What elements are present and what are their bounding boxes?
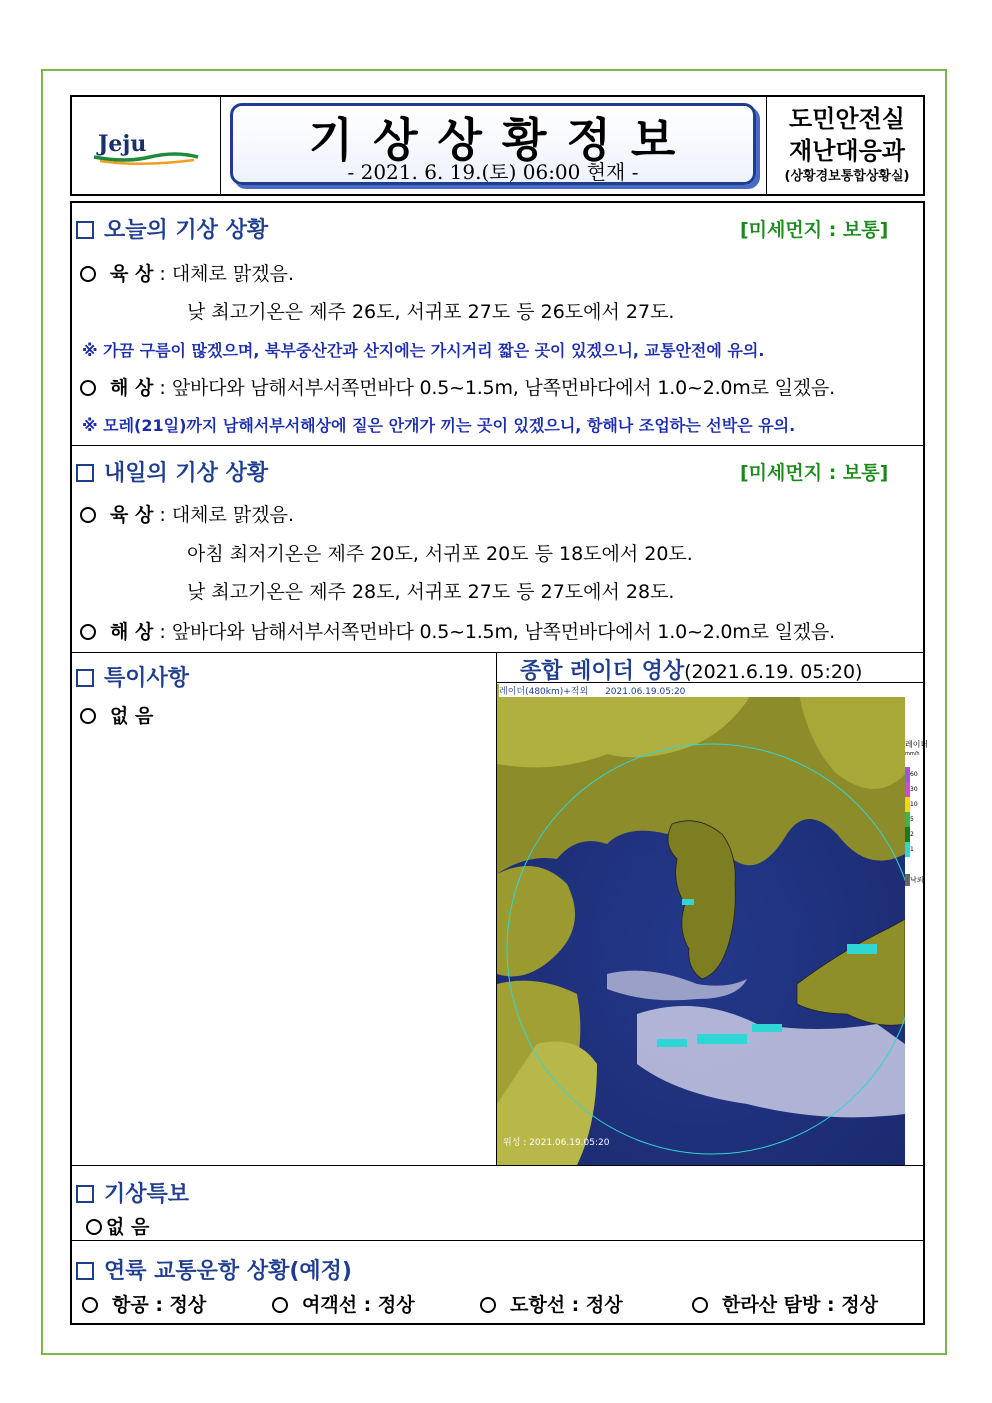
today-sea-label: 해 상: [110, 377, 154, 399]
tomorrow-sea: 해 상 : 앞바다와 남해서부서쪽먼바다 0.5~1.5m, 남쪽먼바다에서 1.0~2.0m로 일겠음.: [80, 617, 835, 644]
legend-item: [905, 842, 918, 857]
today-section: [76, 213, 268, 244]
transport-item-hallasan: [692, 1290, 878, 1317]
legend-item: [905, 782, 918, 797]
dept-division: 재난대응과: [789, 137, 905, 165]
header-box: [70, 95, 925, 196]
today-land-text: 대체로 맑겠음.: [171, 263, 295, 285]
transport-title: 연륙 교통운항 상황(예정): [104, 1259, 352, 1284]
radar-header: [520, 654, 862, 685]
today-title: 오늘의 기상 상황: [104, 218, 269, 243]
radar-title: 종합 레이더 영상: [520, 659, 685, 684]
transport-item-island-ferry: [480, 1290, 623, 1317]
legend-item: [905, 797, 918, 812]
legend-lightning-label: 낙뢰: [910, 876, 924, 884]
tomorrow-land: 육 상 : 대체로 맑겠음.: [80, 500, 294, 527]
legend-value: 60: [910, 771, 918, 778]
today-sea: 해 상 : 앞바다와 남해서부서쪽먼바다 0.5~1.5m, 남쪽먼바다에서 1.0~2.0m로 일겠음.: [80, 373, 835, 400]
circle-bullet-icon: [692, 1297, 708, 1313]
transport-item-ferry: [272, 1290, 415, 1317]
legend-item: [905, 812, 918, 827]
radar-image-label: [499, 684, 905, 697]
tomorrow-title: 내일의 기상 상황: [104, 461, 269, 486]
warning-value: [86, 1212, 149, 1239]
special-value-text: 없 음: [110, 705, 154, 727]
radar-image-time: 2021.06.19.05:20: [605, 687, 686, 697]
checkbox-icon: [76, 221, 94, 239]
warning-title: 기상특보: [104, 1182, 190, 1207]
special-title: 특이사항: [104, 666, 190, 691]
legend-value: 2: [910, 831, 914, 838]
checkbox-icon: [76, 669, 94, 687]
circle-bullet-icon: [86, 1219, 102, 1235]
page-subtitle: - 2021. 6. 19.(토) 06:00 현재 -: [347, 160, 639, 184]
tomorrow-land-high: 낮 최고기온은 제주 28도, 서귀포 27도 등 27도에서 28도.: [187, 581, 675, 603]
checkbox-icon: [76, 1262, 94, 1280]
warning-value-text: 없 음: [106, 1216, 150, 1238]
tomorrow-land-label: 육 상: [110, 504, 154, 526]
logo-text: Jeju: [98, 131, 147, 157]
jeju-logo-graphic: [90, 127, 205, 167]
circle-bullet-icon: [80, 380, 96, 396]
transport-item-air: [82, 1290, 206, 1317]
legend-unit: mm/h: [905, 751, 920, 757]
legend-item: [905, 827, 918, 842]
circle-bullet-icon: [80, 507, 96, 523]
today-land-note: ※ 가끔 구름이 많겠으며, 북부중산간과 산지에는 가시거리 짧은 곳이 있겠으니, 교통안전에 유의.: [82, 341, 765, 360]
special-section: [76, 661, 189, 692]
special-value: [80, 701, 153, 728]
content-box: [70, 201, 929, 1325]
today-land-label: 육 상: [110, 263, 154, 285]
jeju-logo: [90, 127, 205, 167]
tomorrow-land-low: 아침 최저기온은 제주 20도, 서귀포 20도 등 18도에서 20도.: [187, 543, 693, 565]
title-banner: [230, 103, 756, 185]
sat-caption: 위성 : 2021.06.19.05:20: [503, 1138, 610, 1148]
today-land-high: 낮 최고기온은 제주 26도, 서귀포 27도 등 26도에서 27도.: [187, 301, 675, 323]
radar-image-type: 레이더(480km)+적외: [499, 687, 589, 697]
page-title: 기 상 상 황 정 보: [308, 113, 678, 167]
circle-bullet-icon: [80, 266, 96, 282]
circle-bullet-icon: [80, 708, 96, 724]
legend-items: [905, 767, 918, 857]
today-land: 육 상 : 대체로 맑겠음.: [80, 259, 294, 286]
radar-time: (2021.6.19. 05:20): [684, 661, 863, 683]
circle-bullet-icon: [480, 1297, 496, 1313]
transport-hallasan-text: 한라산 탐방 : 정상: [722, 1294, 878, 1316]
today-sea-note: ※ 모레(21일)까지 남해서부서해상에 짙은 안개가 끼는 곳이 있겠으니, 항해나 조업하는 선박은 유의.: [82, 416, 796, 435]
transport-island-ferry-text: 도항선 : 정상: [510, 1294, 623, 1316]
today-dust: [미세먼지 : 보통]: [740, 219, 889, 241]
legend-value: 10: [910, 801, 918, 808]
radar-image: [497, 684, 905, 1165]
legend-title: 레이더: [905, 740, 929, 749]
legend-item: [905, 767, 918, 782]
circle-bullet-icon: [272, 1297, 288, 1313]
today-sea-text: 앞바다와 남해서부서쪽먼바다 0.5~1.5m, 남쪽먼바다에서 1.0~2.0m로 일겠음.: [171, 377, 835, 399]
tomorrow-land-text: 대체로 맑겠음.: [171, 504, 295, 526]
checkbox-icon: [76, 1185, 94, 1203]
tomorrow-sea-text: 앞바다와 남해서부서쪽먼바다 0.5~1.5m, 남쪽먼바다에서 1.0~2.0m로 일겠음.: [171, 621, 835, 643]
legend-value: 1: [910, 846, 914, 853]
warning-section: [76, 1177, 189, 1208]
dept-office: (상황경보통합상황실): [784, 169, 910, 184]
tomorrow-sea-label: 해 상: [110, 621, 154, 643]
circle-bullet-icon: [80, 624, 96, 640]
radar-map: [497, 684, 905, 1165]
legend-value: 30: [910, 786, 918, 793]
transport-ferry-text: 여객선 : 정상: [302, 1294, 415, 1316]
circle-bullet-icon: [82, 1297, 98, 1313]
tomorrow-section: [76, 456, 268, 487]
radar-legend-panel: [905, 697, 929, 1165]
checkbox-icon: [76, 464, 94, 482]
tomorrow-dust: [미세먼지 : 보통]: [740, 462, 889, 484]
transport-section: [76, 1254, 352, 1285]
transport-air-text: 항공 : 정상: [112, 1294, 207, 1316]
legend-lightning: [905, 874, 924, 886]
legend-value: 5: [910, 816, 914, 823]
dept-name: 도민안전실: [789, 105, 905, 133]
